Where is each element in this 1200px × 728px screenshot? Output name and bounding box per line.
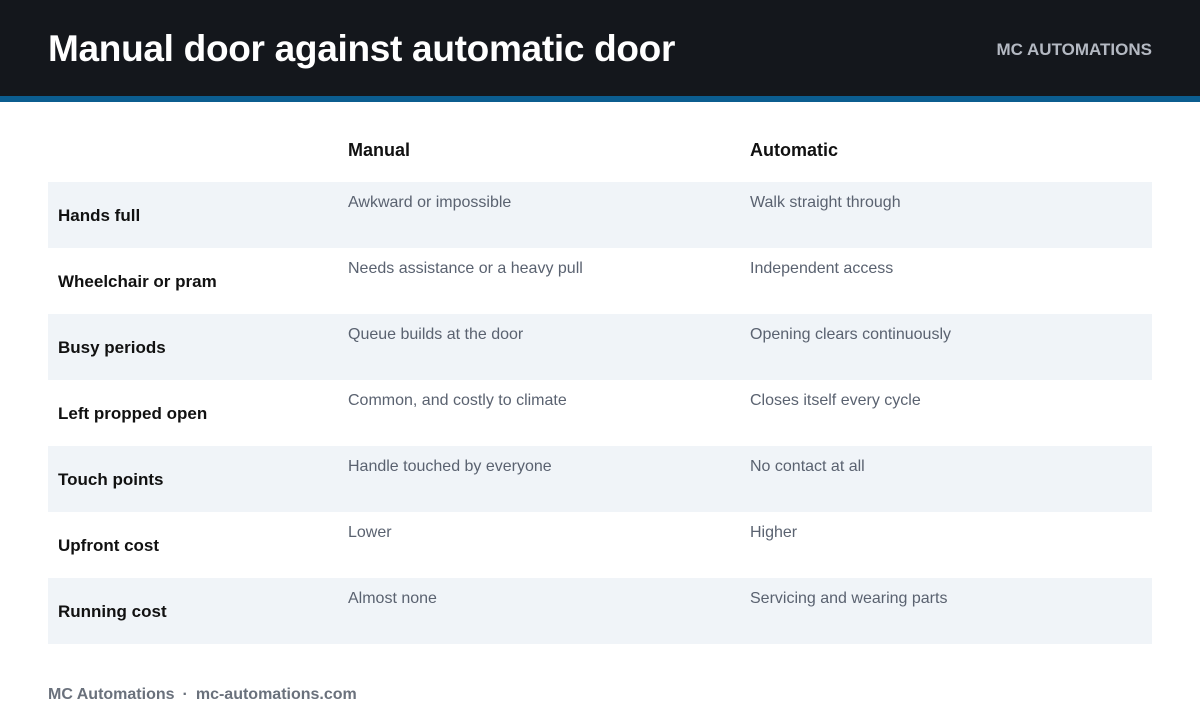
- page-title: Manual door against automatic door: [48, 28, 676, 69]
- table-header-row: [48, 116, 1152, 182]
- page-footer: [48, 686, 357, 704]
- manual-cell: Common, and costly to climate: [348, 392, 567, 409]
- manual-cell: Handle touched by everyone: [348, 458, 552, 475]
- footer-separator: ·: [182, 686, 188, 703]
- automatic-cell: Closes itself every cycle: [750, 392, 921, 409]
- page-header: [0, 0, 1200, 102]
- manual-cell: Lower: [348, 524, 392, 541]
- footer-website: mc-automations.com: [195, 686, 357, 703]
- automatic-cell: Walk straight through: [750, 194, 901, 211]
- automatic-cell: Higher: [750, 524, 798, 541]
- manual-cell: Almost none: [348, 590, 437, 607]
- table-row: [48, 446, 1152, 512]
- manual-cell: Needs assistance or a heavy pull: [348, 260, 583, 277]
- automatic-cell: Independent access: [750, 260, 894, 277]
- table-row: [48, 248, 1152, 314]
- comparison-table: [48, 116, 1152, 644]
- brand-name: MC AUTOMATIONS: [996, 40, 1152, 59]
- row-label: Upfront cost: [58, 536, 160, 555]
- row-label: Wheelchair or pram: [58, 272, 217, 291]
- row-label: Hands full: [58, 206, 141, 225]
- automatic-cell: Servicing and wearing parts: [750, 590, 948, 607]
- table-row: [48, 314, 1152, 380]
- row-label: Touch points: [58, 470, 164, 489]
- manual-cell: Awkward or impossible: [348, 194, 512, 211]
- footer-company: MC Automations: [48, 686, 175, 703]
- column-header-manual: Manual: [348, 140, 411, 160]
- row-label: Running cost: [58, 602, 167, 621]
- manual-cell: Queue builds at the door: [348, 326, 524, 343]
- row-label: Busy periods: [58, 338, 166, 357]
- column-header-automatic: Automatic: [750, 140, 839, 160]
- automatic-cell: No contact at all: [750, 458, 865, 475]
- table-row: [48, 182, 1152, 248]
- row-label: Left propped open: [58, 404, 208, 423]
- automatic-cell: Opening clears continuously: [750, 326, 952, 343]
- table-row: [48, 380, 1152, 446]
- table-row: [48, 512, 1152, 578]
- table-row: [48, 578, 1152, 644]
